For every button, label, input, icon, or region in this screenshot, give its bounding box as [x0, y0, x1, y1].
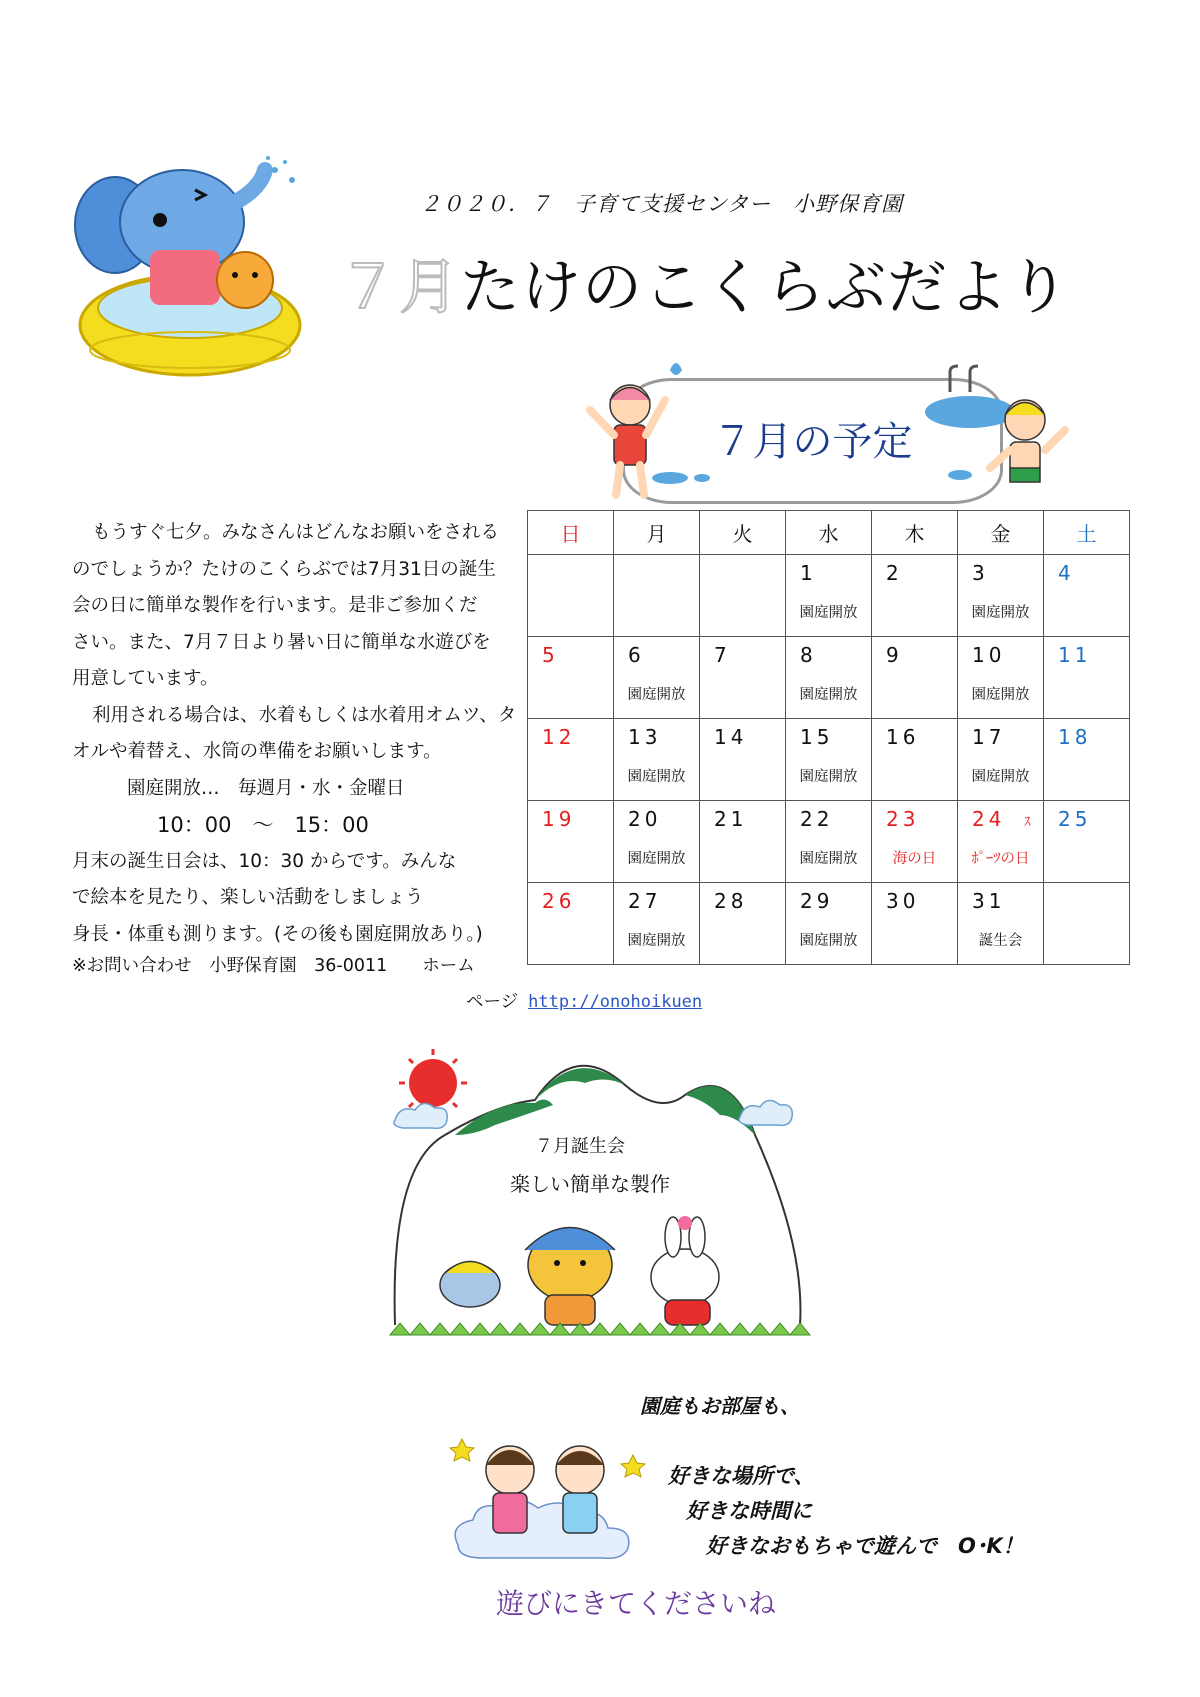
- calendar-day-cell: [786, 719, 872, 801]
- calendar-day-cell: [786, 637, 872, 719]
- calendar-day-cell: [528, 801, 614, 883]
- homepage-prefix: ページ: [466, 992, 519, 1012]
- closing-line-3: 好きな時間に: [686, 1499, 812, 1523]
- sun-icon: [399, 1049, 467, 1107]
- calendar-day-number: 23: [886, 807, 920, 831]
- calendar-week-row: [528, 637, 1130, 719]
- contact-line: ※お問い合わせ 小野保育園 36-0011 ホーム: [72, 956, 475, 976]
- event-label: 誕生会: [978, 933, 1023, 949]
- calendar-day-cell: [614, 719, 700, 801]
- calendar-day-number: 29: [800, 889, 834, 913]
- calendar-day-cell: [700, 801, 786, 883]
- calendar-day-cell: [528, 555, 614, 637]
- intro-text: [72, 515, 522, 953]
- weekday-sat: 土: [1044, 511, 1130, 555]
- calendar-day-cell: [958, 801, 1044, 883]
- calendar-day-number: 15: [800, 725, 834, 749]
- calendar-day-cell: [700, 555, 786, 637]
- calendar-day-cell: [958, 637, 1044, 719]
- calendar-day-cell: [700, 637, 786, 719]
- closing-line-4: 好きなおもちゃで遊んで O･K！: [706, 1534, 1024, 1558]
- calendar-day-number: 5: [542, 643, 559, 667]
- calendar-day-cell: [958, 883, 1044, 965]
- homepage-link[interactable]: http://onohoikuen: [528, 992, 703, 1012]
- closing-line-2: 好きな場所で、: [668, 1464, 815, 1488]
- calendar-week-row: [528, 801, 1130, 883]
- elephant-in-pool-icon: [70, 150, 340, 390]
- calendar-day-cell: [614, 637, 700, 719]
- footer-message: 遊びにきてくださいね: [496, 1587, 777, 1620]
- calendar-day-cell: [1044, 555, 1130, 637]
- calendar-day-cell: [1044, 719, 1130, 801]
- calendar-day-number: 14: [714, 725, 748, 749]
- calendar-week-row: [528, 719, 1130, 801]
- calendar-day-cell: [700, 719, 786, 801]
- calendar-day-number: 20: [628, 807, 662, 831]
- calendar-day-cell: [872, 555, 958, 637]
- calendar-day-number: 17: [972, 725, 1006, 749]
- event-label: 園庭開放: [799, 769, 858, 785]
- calendar-day-number: 3: [972, 561, 989, 585]
- calendar-day-number: 30: [886, 889, 920, 913]
- calendar-day-cell: [528, 719, 614, 801]
- calendar-day-cell: [872, 719, 958, 801]
- calendar-day-cell: [614, 883, 700, 965]
- event-label: 園庭開放: [799, 605, 858, 621]
- intro-line: さい。また、7月７日より暑い日に簡単な水遊びを: [72, 631, 491, 653]
- calendar-day-cell: [958, 719, 1044, 801]
- calendar-day-number: 18: [1058, 725, 1092, 749]
- weekday-mon: 月: [614, 511, 700, 555]
- calendar-day-cell: [872, 637, 958, 719]
- calendar-day-number: 27: [628, 889, 662, 913]
- event-label: 園庭開放: [627, 687, 686, 703]
- birthday-activity: 楽しい簡単な製作: [510, 1172, 670, 1196]
- event-label: 園庭開放: [627, 933, 686, 949]
- event-label: 園庭開放: [627, 769, 686, 785]
- title-text: たけのこくらぶだより: [460, 253, 1070, 323]
- garden-open-hours: 10：00 ～ 15：00: [157, 813, 369, 837]
- calendar-day-number: 6: [628, 643, 645, 667]
- calendar-day-cell: [1044, 883, 1130, 965]
- event-label: 園庭開放: [971, 769, 1030, 785]
- calendar-day-cell: [872, 883, 958, 965]
- holiday-label: 海の日: [892, 851, 937, 867]
- weekday-tue: 火: [700, 511, 786, 555]
- calendar-day-cell: [786, 801, 872, 883]
- calendar-day-number: 12: [542, 725, 576, 749]
- garden-open-days: 園庭開放… 毎週月・水・金曜日: [127, 777, 405, 799]
- calendar-day-cell: [614, 801, 700, 883]
- weekday-wed: 水: [786, 511, 872, 555]
- calendar-day-number: 25: [1058, 807, 1092, 831]
- calendar-day-cell: [1044, 637, 1130, 719]
- birthday-title: ７月誕生会: [535, 1136, 625, 1157]
- calendar-day-number: 11: [1058, 643, 1092, 667]
- event-label: 園庭開放: [799, 687, 858, 703]
- calendar-day-number: 2: [886, 561, 903, 585]
- calendar-day-number: 8: [800, 643, 817, 667]
- calendar-day-number: 4: [1058, 561, 1075, 585]
- calendar-day-number: 21: [714, 807, 748, 831]
- calendar-day-number: 13: [628, 725, 662, 749]
- event-label: 園庭開放: [971, 687, 1030, 703]
- calendar-week-row: [528, 883, 1130, 965]
- calendar-day-number: 22: [800, 807, 834, 831]
- newsletter-subtitle: ２０２０．７ 子育て支援センター 小野保育園: [420, 192, 904, 216]
- event-label: 園庭開放: [799, 851, 858, 867]
- calendar-day-suffix: ｽ: [1024, 815, 1031, 830]
- calendar-day-cell: [700, 883, 786, 965]
- newsletter-title: [338, 240, 1070, 326]
- calendar-day-cell: [872, 801, 958, 883]
- calendar-day-number: 1: [800, 561, 817, 585]
- intro-line: で絵本を見たり、楽しい活動をしましょう: [72, 887, 424, 908]
- calendar-day-cell: [958, 555, 1044, 637]
- weekday-sun: 日: [528, 511, 614, 555]
- calendar-day-cell: [528, 637, 614, 719]
- calendar-day-cell: [1044, 801, 1130, 883]
- mountain-friends-icon: [385, 1045, 815, 1365]
- calendar-day-cell: [528, 883, 614, 965]
- event-label: 園庭開放: [971, 605, 1030, 621]
- calendar-day-number: 10: [972, 643, 1006, 667]
- calendar-day-cell: [786, 555, 872, 637]
- calendar-day-number: 19: [542, 807, 576, 831]
- closing-line-1: 園庭もお部屋も、: [640, 1394, 800, 1418]
- intro-line: オルや着替え、水筒の準備をお願いします。: [72, 741, 442, 762]
- event-label: 園庭開放: [627, 851, 686, 867]
- calendar-day-number: 7: [714, 643, 731, 667]
- calendar-week-row: [528, 555, 1130, 637]
- schedule-banner-label: ７月の予定: [712, 419, 913, 465]
- intro-line: 利用される場合は、水着もしくは水着用オムツ、タ: [92, 704, 517, 726]
- intro-line: もうすぐ七夕。みなさんはどんなお願いをされる: [92, 522, 500, 543]
- calendar-day-number: 9: [886, 643, 903, 667]
- title-month: ７月: [338, 253, 460, 323]
- calendar-day-cell: [614, 555, 700, 637]
- homepage-line: [466, 988, 702, 1013]
- calendar-day-number: 16: [886, 725, 920, 749]
- tanabata-kids-icon: [448, 1425, 653, 1565]
- weekday-thu: 木: [872, 511, 958, 555]
- calendar-day-number: 26: [542, 889, 576, 913]
- holiday-label: ﾎﾟｰﾂの日: [971, 851, 1030, 867]
- weekday-header-row: [528, 511, 1130, 555]
- event-label: 園庭開放: [799, 933, 858, 949]
- intro-line: 月末の誕生日会は、10：30 からです。みんな: [72, 850, 457, 872]
- intro-line: 用意しています。: [72, 668, 219, 689]
- intro-line: 身長・体重も測ります。(その後も園庭開放あり。): [72, 923, 483, 945]
- calendar-day-cell: [786, 883, 872, 965]
- calendar-day-number: 31: [972, 889, 1006, 913]
- calendar-day-number: 24: [972, 807, 1006, 831]
- weekday-fri: 金: [958, 511, 1044, 555]
- intro-line: 会の日に簡単な製作を行います。是非ご参加くだ: [72, 595, 478, 616]
- calendar-day-number: 28: [714, 889, 748, 913]
- intro-line: のでしょうか？たけのこくらぶでは7月31日の誕生: [72, 558, 496, 580]
- july-calendar: [527, 510, 1130, 965]
